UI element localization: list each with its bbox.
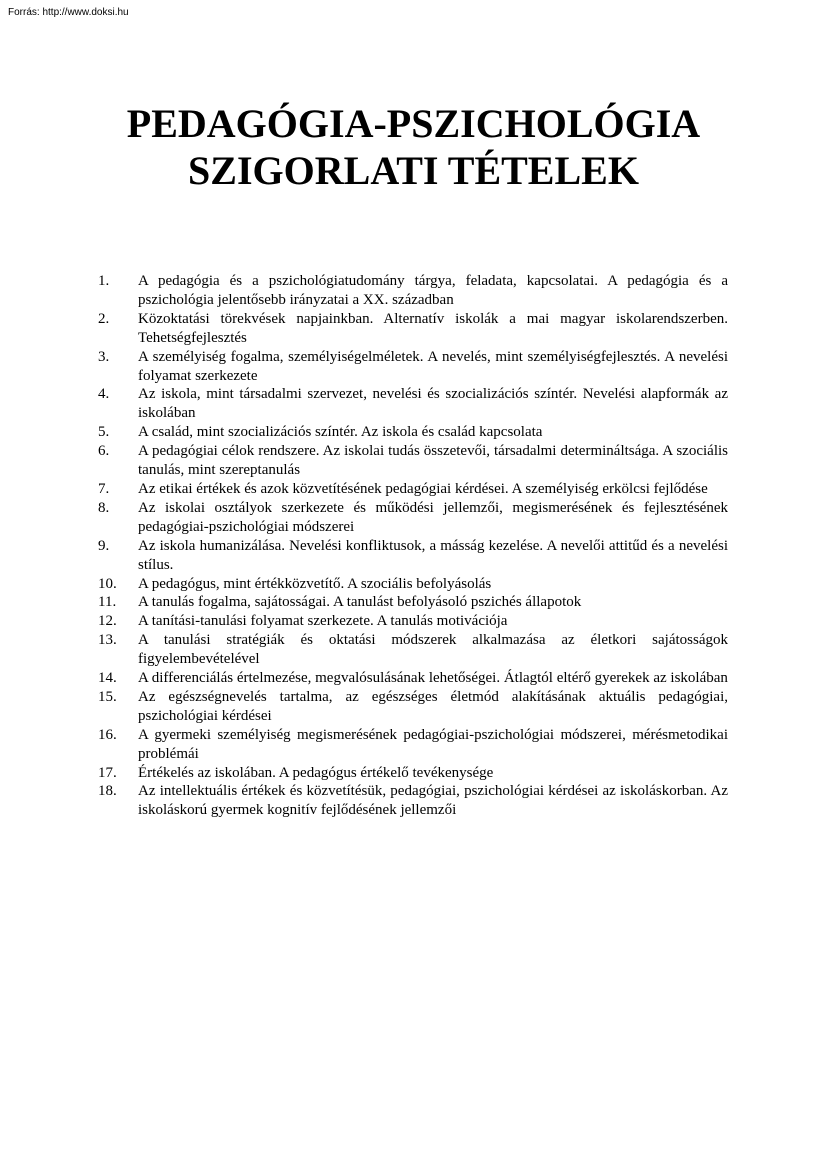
topic-number: 18. bbox=[98, 783, 117, 800]
topic-item bbox=[98, 537, 728, 575]
topic-item bbox=[98, 631, 728, 669]
topic-text: A gyermeki személyiség megismerésének pedagógiai-pszichológiai módszerei, mérésmetodikai problémái bbox=[138, 726, 728, 762]
topic-item bbox=[98, 726, 728, 764]
topic-item bbox=[98, 688, 728, 726]
topic-text: A pedagógus, mint értékközvetítő. A szociális befolyásolás bbox=[138, 575, 492, 592]
topic-number: 9. bbox=[98, 537, 110, 554]
topic-number: 1. bbox=[98, 273, 110, 289]
topic-text: A tanítási-tanulási folyamat szerkezete. A tanulás motivációja bbox=[138, 613, 508, 630]
topic-item bbox=[98, 385, 728, 423]
topic-number: 8. bbox=[98, 499, 110, 516]
topic-item bbox=[98, 442, 728, 480]
source-line: Forrás: http://www.doksi.hu bbox=[8, 7, 129, 18]
topic-text: A pedagógia és a pszichológiatudomány tárgya, feladata, kapcsolatai. A pedagógia és a pszichológia jelentősebb irányzatai a XX. században bbox=[138, 273, 728, 308]
topic-text: A differenciálás értelmezése, megvalósulásának lehetőségei. Átlagtól eltérő gyerekek az iskolában bbox=[138, 670, 728, 687]
topic-text: A tanulási stratégiák és oktatási módszerek alkalmazása az életkori sajátosságok figyelembevételével bbox=[138, 632, 728, 668]
topic-text: Az iskola, mint társadalmi szervezet, nevelési és szocializációs színtér. Nevelési alapformák az iskolában bbox=[138, 386, 728, 422]
topic-text: Az etikai értékek és azok közvetítésének pedagógiai kérdései. A személyiség erkölcsi fejlődése bbox=[138, 480, 708, 497]
title-line-1: PEDAGÓGIA-PSZICHOLÓGIA bbox=[126, 101, 701, 146]
document-title bbox=[0, 100, 827, 194]
topic-text: A pedagógiai célok rendszere. Az iskolai tudás összetevői, társadalmi determináltsága. A szociális tanulás, mint szereptanulás bbox=[138, 443, 728, 479]
topic-number: 3. bbox=[98, 348, 110, 365]
topic-text: Közoktatási törekvések napjainkban. Alternatív iskolák a mai magyar iskolarendszerben. Tehetségfejlesztés bbox=[138, 310, 728, 346]
topic-number: 17. bbox=[98, 764, 117, 781]
topic-item bbox=[98, 423, 728, 442]
topic-text: Az intellektuális értékek és közvetítésük, pedagógiai, pszichológiai kérdései az iskoláskorban. Az iskoláskorú gyermek kognitív fejlődésének jellemzői bbox=[138, 783, 728, 819]
topic-number: 7. bbox=[98, 480, 110, 497]
topic-number: 10. bbox=[98, 575, 117, 592]
topic-item bbox=[98, 348, 728, 386]
topic-text: A tanulás fogalma, sajátosságai. A tanulást befolyásoló pszichés állapotok bbox=[138, 594, 582, 611]
topic-item bbox=[98, 480, 728, 499]
topic-list bbox=[98, 272, 728, 820]
topic-text: Az iskolai osztályok szerkezete és működési jellemzői, megismerésének és fejlesztésének pedagógiai-pszichológiai módszerei bbox=[138, 499, 728, 535]
topic-item bbox=[98, 782, 728, 820]
topic-number: 14. bbox=[98, 670, 117, 687]
topic-item bbox=[98, 310, 728, 348]
topic-item bbox=[98, 272, 728, 310]
topic-item bbox=[98, 612, 728, 631]
topic-number: 5. bbox=[98, 424, 110, 441]
topic-number: 11. bbox=[98, 594, 117, 611]
title-line-2: SZIGORLATI TÉTELEK bbox=[188, 148, 639, 193]
topic-number: 13. bbox=[98, 632, 117, 649]
topic-item bbox=[98, 669, 728, 688]
topic-number: 4. bbox=[98, 386, 110, 403]
topic-number: 6. bbox=[98, 443, 110, 460]
topic-item bbox=[98, 593, 728, 612]
topic-text: Értékelés az iskolában. A pedagógus értékelő tevékenysége bbox=[138, 764, 494, 781]
topic-text: Az egészségnevelés tartalma, az egészséges életmód alakításának aktuális pedagógiai, pszichológiai kérdései bbox=[138, 688, 728, 724]
topic-text: A személyiség fogalma, személyiségelméletek. A nevelés, mint személyiségfejlesztés. A nevelési folyamat szerkezete bbox=[138, 348, 728, 384]
topic-number: 15. bbox=[98, 688, 117, 705]
topic-item bbox=[98, 499, 728, 537]
topic-text: Az iskola humanizálása. Nevelési konfliktusok, a másság kezelése. A nevelői attitűd és a nevelési stílus. bbox=[138, 537, 728, 573]
topic-number: 2. bbox=[98, 310, 110, 327]
topic-item bbox=[98, 575, 728, 594]
topic-number: 12. bbox=[98, 613, 117, 630]
topic-item bbox=[98, 764, 728, 783]
topic-text: A család, mint szocializációs színtér. Az iskola és család kapcsolata bbox=[138, 424, 543, 441]
topic-number: 16. bbox=[98, 726, 117, 743]
